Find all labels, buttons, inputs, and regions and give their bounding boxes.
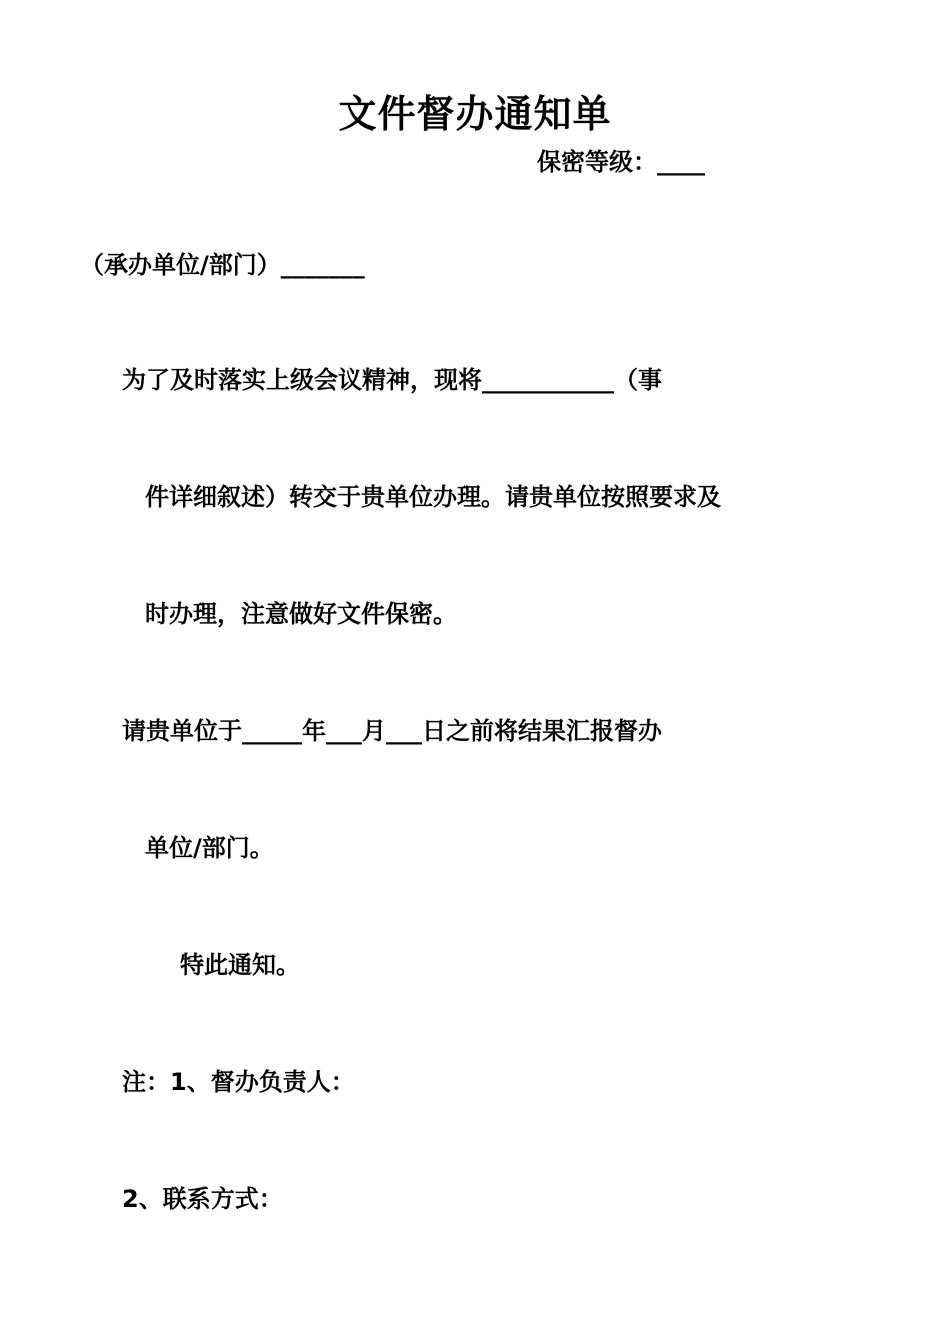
document-title: 文件督办通知单	[338, 92, 612, 136]
body-line: 时办理，注意做好文件保密。	[145, 600, 457, 628]
body-line: 单位/部门。	[145, 834, 274, 862]
secrecy-level: 保密等级：____	[537, 148, 705, 176]
body-line: 请贵单位于_____年___月___日之前将结果汇报督办	[122, 717, 662, 745]
note-contact: 2、联系方式：	[122, 1185, 283, 1213]
closing-line: 特此通知。	[180, 951, 300, 979]
body-line: 为了及时落实上级会议精神，现将___________（事	[122, 366, 662, 394]
body-line: 件详细叙述）转交于贵单位办理。请贵单位按照要求及	[145, 483, 721, 511]
undertaking-department: （承办单位/部门）_______	[80, 251, 365, 279]
note-supervisor: 注：1、督办负责人：	[122, 1068, 355, 1096]
